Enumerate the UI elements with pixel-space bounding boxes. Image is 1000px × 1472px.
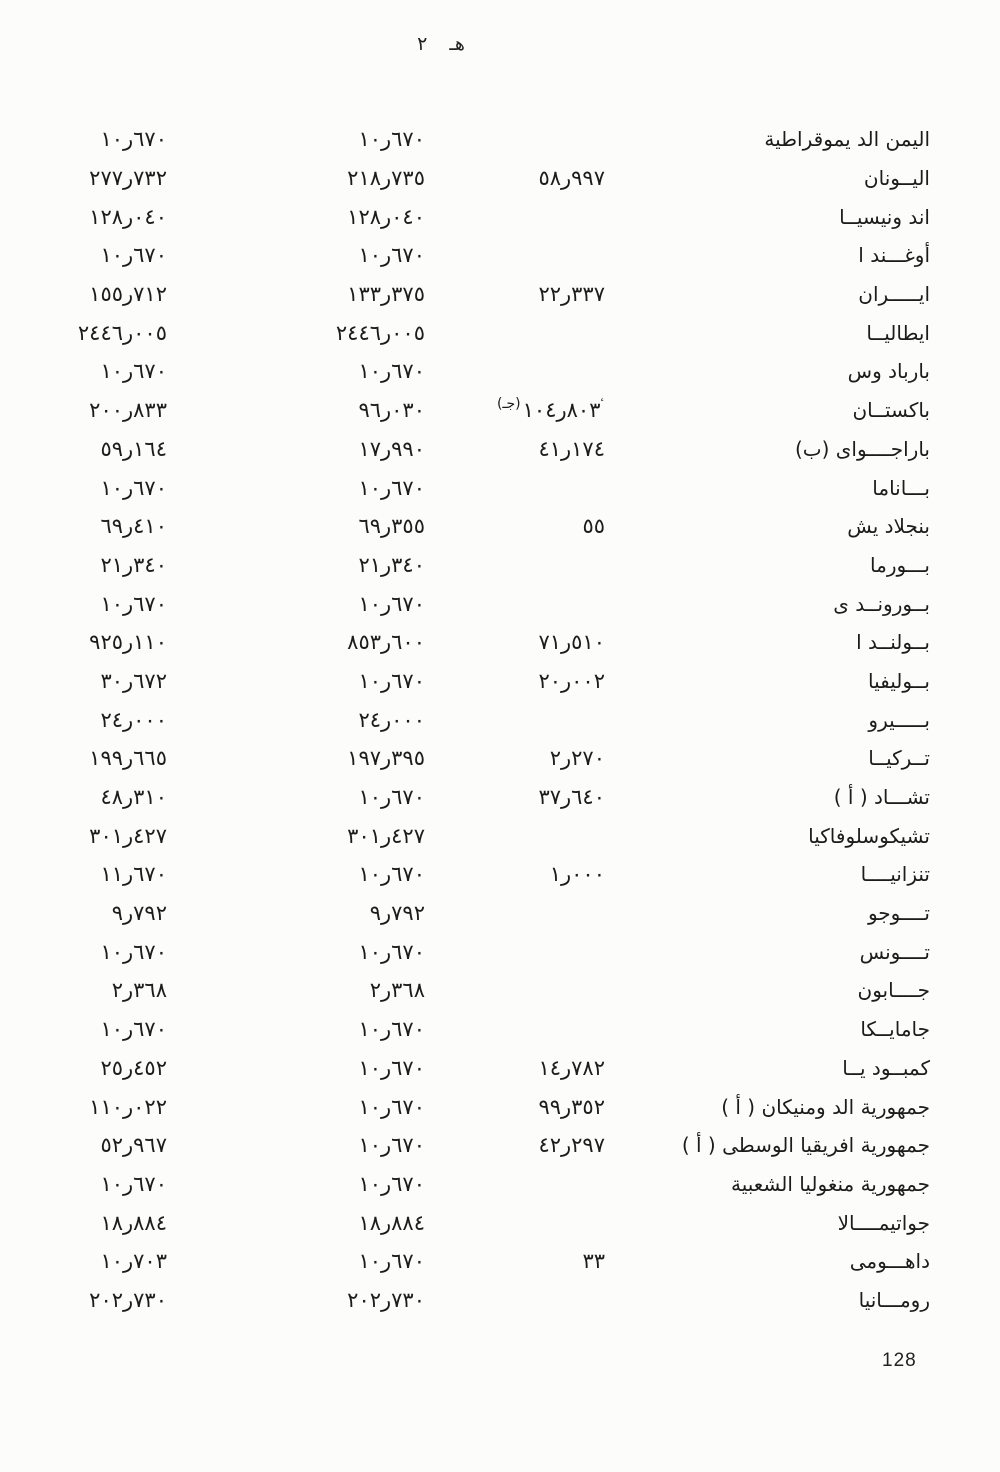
table-row [55,1010,930,1049]
country-name-cell: تــركيــا [868,746,930,771]
amount-value: ٥٨ر٩٩٧ [538,166,605,191]
amount-value: ١٠ر٦٧٠ [358,1094,425,1119]
country-name-cell: أوغـــند ا [858,243,930,268]
amount-value: ١٠ر٦٧٠ [358,359,425,384]
amount-col2 [167,1172,425,1196]
amount-col1 [425,1249,605,1273]
table-row [55,313,930,352]
amount-col2 [167,1017,425,1041]
amount-value: ١٠ر٦٧٠ [358,1133,425,1158]
country-name-cell: بــوليفيا [868,668,930,693]
amount-total [55,1249,167,1273]
amount-col1 [425,630,605,654]
amount-value: ٢٥ر٤٥٢ [100,1055,167,1080]
amount-value: ١٠ر٦٧٠ [358,475,425,500]
country-name-cell: تشيكوسلوفاكيا [808,823,930,848]
amount-value: ٥٢ر٩٦٧ [100,1133,167,1158]
amount-col1 [425,1056,605,1080]
amount-value: ٢٧٧ر٧٣٢ [89,166,167,191]
amount-col2 [167,359,425,383]
amount-total [55,708,167,732]
table-row [55,1281,930,1320]
amount-col2 [167,243,425,267]
table-row [55,1203,930,1242]
amount-col2 [167,1095,425,1119]
amount-total [55,282,167,306]
amount-col2 [167,1133,425,1157]
amount-col2 [167,630,425,654]
table-row [55,1087,930,1126]
amount-value: ١٠٤ر٨٠٣ [522,398,601,423]
country-name-cell: جمهورية افريقيا الوسطى ( أ ) [681,1133,930,1158]
amount-total [55,476,167,500]
amount-col2 [167,476,425,500]
amount-total [55,1017,167,1041]
amount-total [55,746,167,770]
amount-value: ٥٥ [582,514,605,539]
amount-value: ١٤ر٧٨٢ [538,1055,605,1080]
table-row [55,197,930,236]
table-row [55,391,930,430]
amount-col2 [167,824,425,848]
amount-value: ١٨ر٨٨٤ [100,1210,167,1235]
country-table [55,120,930,1319]
table-row [55,159,930,198]
amount-value: ٩ر٧٩٢ [111,901,167,926]
table-row [55,468,930,507]
amount-col2 [167,437,425,461]
amount-value: ١٢٨ر٠٤٠ [347,204,425,229]
amount-value: ٧١ر٥١٠ [538,630,605,655]
amount-col1 [425,746,605,770]
country-name-cell: بــورونــد ى [833,591,930,616]
country-name-cell: بـــاناما [872,475,930,500]
country-name-cell: تــــونس [859,939,930,964]
amount-total [55,901,167,925]
table-row [55,507,930,546]
amount-value: ١٠ر٦٧٠ [100,1171,167,1196]
amount-col2 [167,1288,425,1312]
amount-value: ١٠ر٧٠٣ [100,1249,167,1274]
amount-total [55,1172,167,1196]
amount-value: ٣٠١ر٤٢٧ [89,823,167,848]
amount-value: ١٨ر٨٨٤ [358,1210,425,1235]
amount-value: ١٠ر٦٧٠ [358,1055,425,1080]
country-name-cell: تــــوجو [867,901,930,926]
amount-value: ٩٦ر٠٣٠ [358,398,425,423]
amount-total [55,978,167,1002]
amount-total [55,514,167,538]
amount-value: ١٠ر٦٧٠ [100,475,167,500]
table-row [55,546,930,585]
table-row [55,855,930,894]
amount-value: ٢ر٢٧٠ [549,746,605,771]
table-row [55,236,930,275]
amount-value: ١٠ر٦٧٠ [358,127,425,152]
amount-value: ١٠ر٦٧٠ [100,1017,167,1042]
amount-col2 [167,321,425,345]
table-row [55,700,930,739]
amount-value: ٢١٨ر٧٣٥ [347,166,425,191]
amount-value: ١٠ر٦٧٠ [358,243,425,268]
country-name-cell: اند ونيسيــا [839,204,930,229]
amount-col2 [167,978,425,1002]
amount-value: ٨٥٣ر٦٠٠ [347,630,425,655]
amount-value: ٦٩ر٤١٠ [100,514,167,539]
country-name-cell: بنجلاد يش [847,514,930,539]
amount-total [55,1211,167,1235]
table-row [55,971,930,1010]
country-name-cell: باكستــان [852,398,930,423]
amount-total [55,398,167,422]
amount-col1 [425,514,605,538]
amount-value: ١٥٥ر٧١٢ [89,282,167,307]
amount-col1 [425,669,605,693]
amount-total [55,630,167,654]
amount-col1 [425,1133,605,1157]
amount-col2 [167,1211,425,1235]
amount-total [55,1095,167,1119]
amount-value: ٣٧ر٦٤٠ [538,785,605,810]
amount-value: ٩ر٧٩٢ [369,901,425,926]
table-row [55,1126,930,1165]
table-row [55,1049,930,1088]
amount-value: ١٠ر٦٧٠ [100,591,167,616]
amount-value: ٣٠١ر٤٢٧ [347,823,425,848]
page-number: 128 [882,1350,917,1371]
country-name-cell: جامايــكا [860,1017,930,1042]
country-name-cell: باراجــــواى (ب) [794,436,930,461]
amount-value: ٤٢ر٢٩٧ [538,1133,605,1158]
amount-value: ٢٢ر٣٣٧ [538,282,605,307]
amount-total [55,1056,167,1080]
amount-value: ٢٠ر٠٠٢ [538,668,605,693]
table-row [55,623,930,662]
amount-value: ١ر٠٠٠ [549,862,605,887]
amount-value: ٣٠ر٦٧٢ [100,668,167,693]
amount-col2 [167,282,425,306]
amount-col2 [167,901,425,925]
amount-value: ٢ر٣٦٨ [369,978,425,1003]
amount-value: ٥٩ر١٦٤ [100,436,167,461]
amount-total [55,785,167,809]
amount-value: ٢٤ر٠٠٠ [358,707,425,732]
amount-total [55,205,167,229]
amount-total [55,669,167,693]
amount-value: ١١ر٦٧٠ [100,862,167,887]
amount-value: ١٣٣ر٣٧٥ [347,282,425,307]
amount-value: ٢٠٢ر٧٣٠ [89,1287,167,1312]
amount-col2 [167,785,425,809]
country-name-cell: جمهورية الد ومنيكان ( أ ) [721,1094,930,1119]
country-name-cell: اليــونان [863,166,930,191]
amount-col2 [167,1249,425,1273]
table-row [55,778,930,817]
country-name-cell: جمهورية منغوليا الشعبية [730,1171,930,1196]
amount-value: ١٠ر٦٧٠ [358,668,425,693]
country-name-cell: ايطاليــا [866,320,930,345]
amount-value: ١٠ر٦٧٠ [100,359,167,384]
amount-col1 [425,166,605,190]
amount-col1 [425,1095,605,1119]
amount-value: ١٠ر٦٧٠ [358,939,425,964]
amount-value: ٩٢٥ر١١٠ [89,630,167,655]
country-name-cell: داهـــومى [849,1249,930,1274]
amount-total [55,862,167,886]
amount-col2 [167,127,425,151]
amount-col2 [167,592,425,616]
table-row [55,816,930,855]
amount-col1 [425,398,605,422]
table-row [55,739,930,778]
country-name-cell: ايـــــران [858,282,930,307]
amount-value: ٣٣ [582,1249,605,1274]
amount-col1 [425,282,605,306]
amount-total [55,243,167,267]
amount-value: ٤٨ر٣١٠ [100,785,167,810]
country-name-cell: جــــابون [857,978,930,1003]
amount-col1 [425,785,605,809]
table-row [55,275,930,314]
amount-value: ١٠ر٦٧٠ [358,1249,425,1274]
amount-value: ١٠ر٦٧٠ [358,785,425,810]
country-name-cell: رومـــانيا [858,1287,930,1312]
amount-col1 [425,437,605,461]
amount-value: ١١٠ر٠٢٢ [89,1094,167,1119]
amount-value: ٢٤٤٦ر٠٠٥ [335,320,425,345]
country-name-cell: اليمن الد يموقراطية [764,127,930,152]
amount-total [55,824,167,848]
table-row [55,894,930,933]
country-name-cell: بـــــيرو [868,707,930,732]
amount-col2 [167,669,425,693]
amount-col2 [167,553,425,577]
country-name-cell: تنزانيــــا [860,862,930,887]
amount-total [55,592,167,616]
page-header-mark: هـ ٢ [417,33,465,55]
country-name-cell: تشـــاد ( أ ) [833,785,930,810]
amount-value: ٢ر٣٦٨ [111,978,167,1003]
amount-total [55,553,167,577]
country-name-cell: جواتيمــــالا [837,1210,930,1235]
country-name-cell: بــولنــد ا [856,630,930,655]
hamza-accent: ٴ [600,398,604,413]
amount-value: ١٩٩ر٦٦٥ [89,746,167,771]
table-row [55,352,930,391]
amount-value: ١٧ر٩٩٠ [358,436,425,461]
amount-total [55,437,167,461]
table-row [55,120,930,159]
amount-value: ١٠ر٦٧٠ [358,862,425,887]
amount-value: ١٠ر٦٧٠ [358,1017,425,1042]
amount-total [55,359,167,383]
amount-col2 [167,166,425,190]
amount-total [55,166,167,190]
amount-col2 [167,746,425,770]
country-name-cell: بارباد وس [847,359,930,384]
amount-value: ٢٤٤٦ر٠٠٥ [77,320,167,345]
amount-value: ١٠ر٦٧٠ [100,939,167,964]
amount-value: ١٠ر٦٧٠ [100,127,167,152]
amount-col2 [167,398,425,422]
amount-value: ١٠ر٦٧٠ [100,243,167,268]
amount-value: ٤١ر١٧٤ [538,436,605,461]
table-row [55,584,930,623]
table-row [55,430,930,469]
amount-value: ٢٤ر٠٠٠ [100,707,167,732]
amount-col2 [167,514,425,538]
amount-value: ١٢٨ر٠٤٠ [89,204,167,229]
table-row [55,1165,930,1204]
amount-col2 [167,205,425,229]
table-row [55,662,930,701]
country-name-cell: كمبــود يــا [842,1055,930,1080]
amount-value: ٩٩ر٣٥٢ [538,1094,605,1119]
amount-value: ٦٩ر٣٥٥ [358,514,425,539]
amount-value: ٢١ر٣٤٠ [358,552,425,577]
amount-value: ١٩٧ر٣٩٥ [347,746,425,771]
table-row [55,932,930,971]
amount-total [55,940,167,964]
amount-col2 [167,708,425,732]
amount-col2 [167,862,425,886]
amount-total [55,1133,167,1157]
amount-col2 [167,1056,425,1080]
amount-value: ٢٠٢ر٧٣٠ [347,1287,425,1312]
amount-total [55,1288,167,1312]
amount-total [55,321,167,345]
amount-col2 [167,940,425,964]
amount-value: ١٠ر٦٧٠ [358,591,425,616]
country-name-cell: بـــورما [870,552,930,577]
amount-value: ٢١ر٣٤٠ [100,552,167,577]
amount-total [55,127,167,151]
footnote-marker-jeem: (جـ) [496,396,521,413]
amount-value: ١٠ر٦٧٠ [358,1171,425,1196]
amount-value: ٢٠٠ر٨٣٣ [89,398,167,423]
amount-col1 [425,862,605,886]
table-row [55,1242,930,1281]
